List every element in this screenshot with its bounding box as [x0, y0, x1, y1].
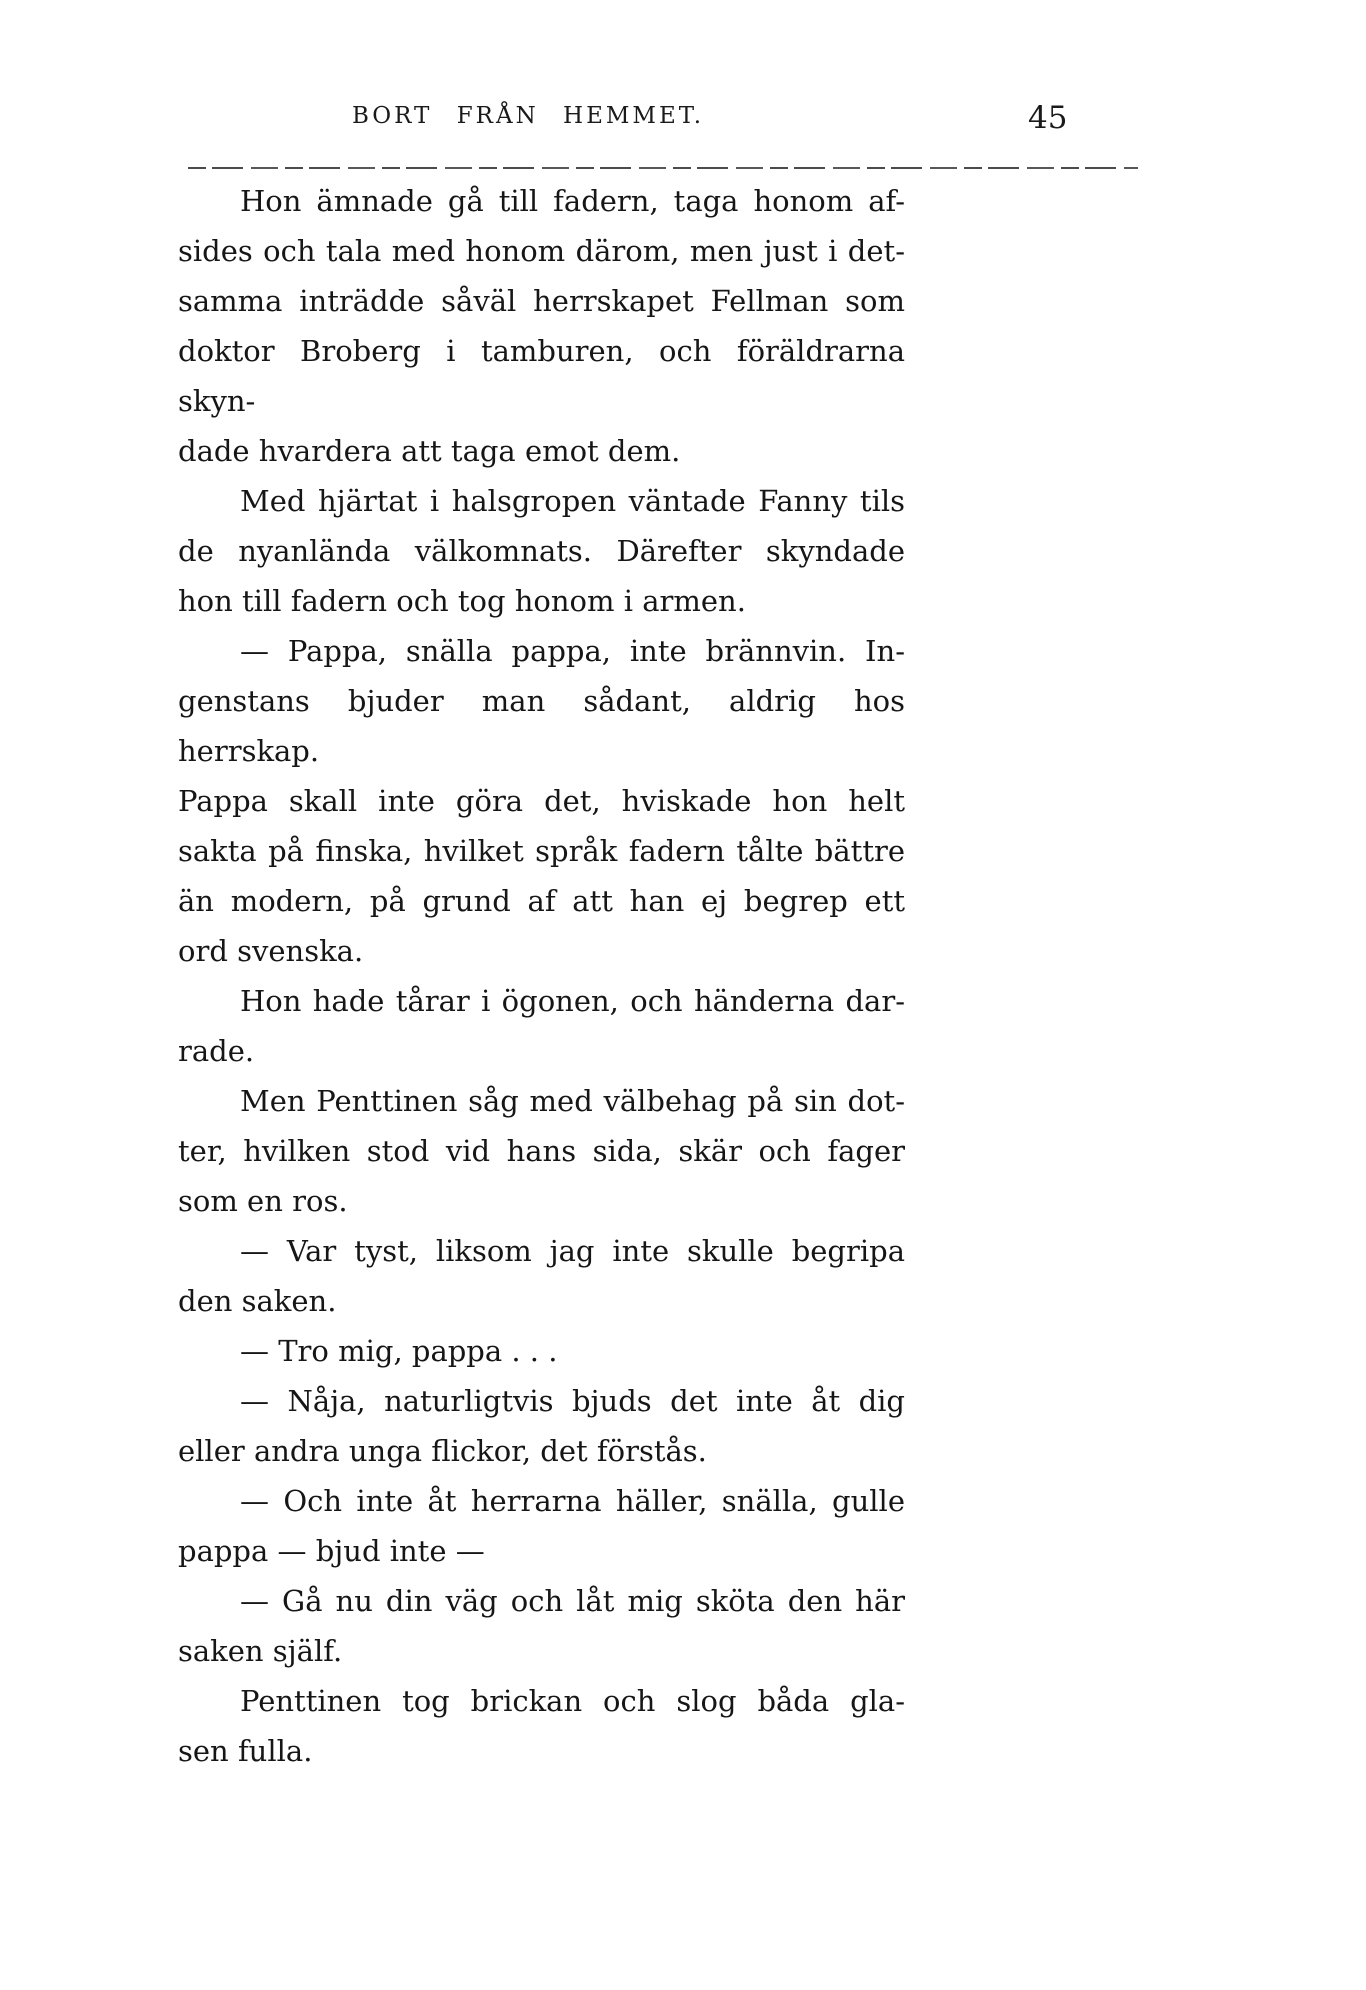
text-line: dade hvardera att taga emot dem. [178, 434, 681, 468]
paragraph [178, 626, 905, 976]
text-line: som en ros. [178, 1184, 348, 1218]
paragraph [178, 1676, 905, 1776]
text-line: samma inträdde såväl herrskapet Fellman som [178, 284, 905, 318]
text-line: Men Penttinen såg med välbehag på sin dot- [240, 1084, 905, 1118]
text-line: ter, hvilken stod vid hans sida, skär och fager [178, 1134, 905, 1168]
text-line: — Och inte åt herrarna häller, snälla, gulle [240, 1484, 905, 1518]
paragraph [178, 1326, 905, 1376]
text-line: Hon ämnade gå till fadern, taga honom af- [240, 184, 905, 218]
text-line: — Var tyst, liksom jag inte skulle begripa [240, 1234, 905, 1268]
text-line: doktor Broberg i tamburen, och föräldrarna skyn- [178, 334, 905, 418]
text-line: pappa — bjud inte — [178, 1534, 485, 1568]
text-line: Hon hade tårar i ögonen, och händerna dar- [240, 984, 905, 1018]
text-line: — Gå nu din väg och låt mig sköta den här [240, 1584, 905, 1618]
paragraph [178, 1476, 905, 1576]
paragraph [178, 1376, 905, 1476]
text-line: — Nåja, naturligtvis bjuds det inte åt dig [240, 1384, 905, 1418]
text-line: de nyanlända välkomnats. Därefter skyndade [178, 534, 905, 568]
body-text [178, 176, 905, 1776]
text-line: sides och tala med honom därom, men just i det- [178, 234, 905, 268]
paragraph [178, 176, 905, 476]
text-line: Penttinen tog brickan och slog båda gla- [240, 1684, 905, 1718]
paragraph [178, 1226, 905, 1326]
paragraph [178, 1076, 905, 1226]
text-line: — Pappa, snälla pappa, inte brännvin. In- [240, 634, 905, 668]
text-line: Med hjärtat i halsgropen väntade Fanny tils [240, 484, 905, 518]
running-header-title: BORT FRÅN HEMMET. [351, 103, 705, 129]
paragraph [178, 1576, 905, 1676]
text-line: Pappa skall inte göra det, hviskade hon helt [178, 784, 905, 818]
header-rule [188, 167, 1138, 169]
paragraph [178, 976, 905, 1076]
page-number: 45 [1028, 100, 1068, 136]
text-line: sen fulla. [178, 1734, 313, 1768]
text-line: sakta på finska, hvilket språk fadern tålte bättre [178, 834, 905, 868]
text-line: ord svenska. [178, 934, 364, 968]
text-line: rade. [178, 1034, 255, 1068]
text-line: genstans bjuder man sådant, aldrig hos herrskap. [178, 684, 905, 768]
text-line: än modern, på grund af att han ej begrep ett [178, 884, 905, 918]
text-line: saken själf. [178, 1634, 343, 1668]
text-line: eller andra unga flickor, det förstås. [178, 1434, 707, 1468]
text-line: hon till fadern och tog honom i armen. [178, 584, 746, 618]
text-line: — Tro mig, pappa . . . [240, 1334, 558, 1368]
paragraph [178, 476, 905, 626]
text-line: den saken. [178, 1284, 337, 1318]
